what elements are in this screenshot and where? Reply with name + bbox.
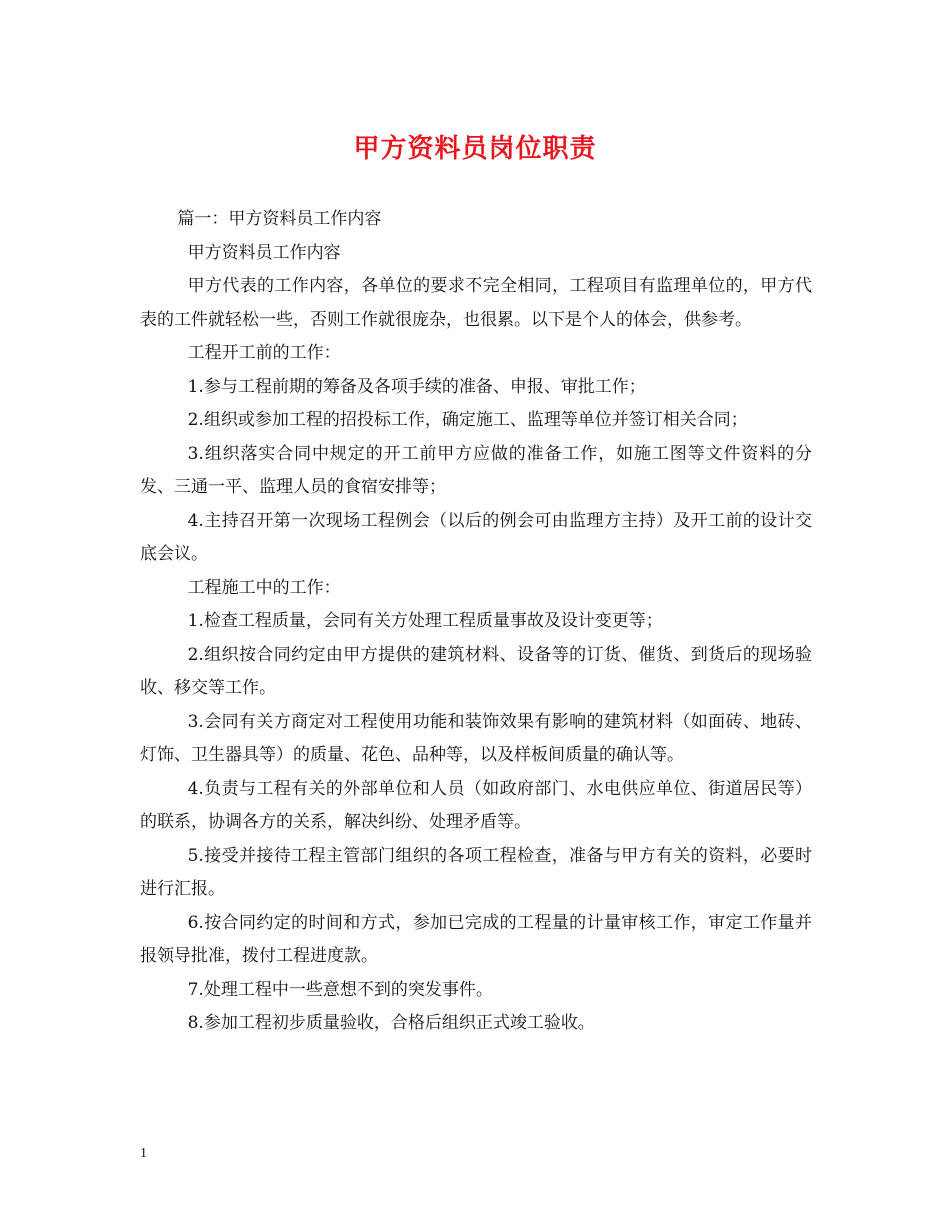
- list-item: 3.组织落实合同中规定的开工前甲方应做的准备工作，如施工图等文件资料的分发、三通一平、监理人员的食宿安排等；: [140, 443, 812, 497]
- list-item: 6.按合同约定的时间和方式，参加已完成的工程量的计量审核工作，审定工作量并报领导批准，拨付工程进度款。: [140, 912, 812, 966]
- page-number: 1: [140, 1146, 147, 1161]
- paragraph: 甲方代表的工作内容，各单位的要求不完全相同，工程项目有监理单位的，甲方代表的工件就轻松一些，否则工作就很庞杂，也很累。以下是个人的体会，供参考。: [140, 276, 812, 330]
- list-item: 2.组织或参加工程的招投标工作，确定施工、监理等单位并签订相关合同；: [187, 410, 748, 430]
- paragraph: 工程开工前的工作：: [187, 343, 341, 363]
- list-item: 4.主持召开第一次现场工程例会（以后的例会可由监理方主持）及开工前的设计交底会议。: [140, 510, 812, 564]
- list-item: 4.负责与工程有关的外部单位和人员（如政府部门、水电供应单位、街道居民等）的联系，协调各方的关系，解决纠纷、处理矛盾等。: [140, 778, 812, 832]
- document-title: 甲方资料员岗位职责: [353, 134, 597, 164]
- paragraph: 工程施工中的工作：: [187, 577, 341, 598]
- list-item: 1.参与工程前期的筹备及各项手续的准备、申报、审批工作；: [187, 376, 646, 397]
- list-item: 3.会同有关方商定对工程使用功能和装饰效果有影响的建筑材料（如面砖、地砖、灯饰、卫生器具等）的质量、花色、品种等，以及样板间质量的确认等。: [140, 711, 812, 765]
- list-item: 2.组织按合同约定由甲方提供的建筑材料、设备等的订货、催货、到货后的现场验收、移交等工作。: [140, 644, 812, 698]
- paragraph: 甲方资料员工作内容: [187, 242, 341, 263]
- list-item: 7.处理工程中一些意想不到的突发事件。: [187, 979, 493, 1000]
- list-item: 1.检查工程质量，会同有关方处理工程质量事故及设计变更等；: [187, 611, 663, 631]
- section-heading: 篇一：甲方资料员工作内容: [177, 209, 382, 229]
- list-item: 5.接受并接待工程主管部门组织的各项工程检查，准备与甲方有关的资料，必要时进行汇报。: [140, 845, 812, 899]
- list-item: 8.参加工程初步质量验收，合格后组织正式竣工验收。: [187, 1013, 595, 1033]
- document-body: [140, 203, 812, 1041]
